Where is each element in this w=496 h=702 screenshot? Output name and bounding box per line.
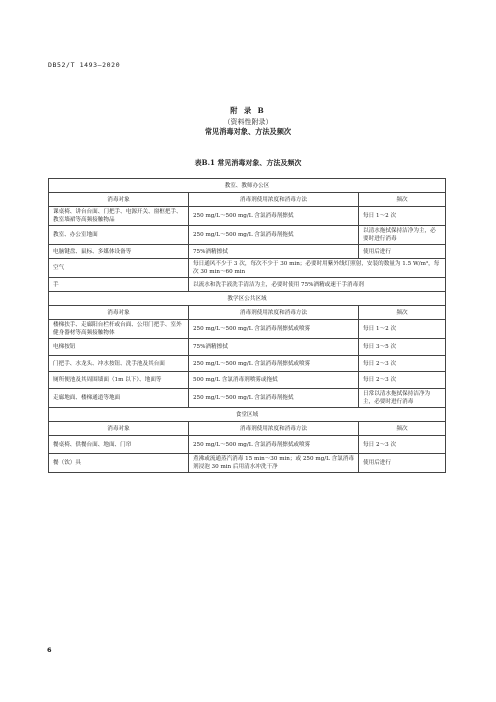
disinfection-object: 餐桌椅、供餐台面、地面、门帘 [49,436,189,454]
disinfection-frequency: 每日 1～2 次 [359,207,446,226]
table-row [49,372,446,389]
disinfection-method: 以流水和洗手液洗手清洁为主，必要时使用 75%酒精或速干手消毒剂 [189,278,446,292]
section-title-row [49,179,446,193]
table-row [49,356,446,372]
frequency-column-header: 频次 [359,422,446,436]
object-column-header: 消毒对象 [49,306,189,320]
column-header-row [49,306,446,320]
table-row [49,226,446,245]
disinfection-frequency: 以清水拖拭保持洁净为主，必要时进行消毒 [359,226,446,245]
disinfection-frequency: 日常以清水拖拭保持洁净为主，必要时进行消毒 [359,389,446,408]
disinfection-frequency: 每日 3～5 次 [359,339,446,356]
method-column-header: 消毒剂使用浓度和消毒方法 [189,306,359,320]
disinfection-object: 电梯按钮 [49,339,189,356]
table-row [49,278,446,292]
appendix-title: 附 录 B [230,106,266,115]
disinfection-frequency: 每日 2～3 次 [359,436,446,454]
table-caption: 表B.1 常见消毒对象、方法及频次 [194,158,302,167]
appendix-subject: 常见消毒对象、方法及频次 [204,127,292,136]
table-row [49,207,446,226]
disinfection-object: 厕所便池及其周围墙面（1m 以下）、地面等 [49,372,189,389]
section-title: 教学区公共区域 [49,292,446,306]
disinfection-method: 煮沸或流通蒸汽消毒 15 min～30 min；或 250 mg/L 含氯消毒剂浸泡 30 min 后用清水冲洗干净 [189,454,359,473]
method-column-header: 消毒剂使用浓度和消毒方法 [189,193,359,207]
column-header-row [49,193,446,207]
disinfection-method: 75%酒精擦拭 [189,245,359,259]
disinfection-object: 教室、办公室地面 [49,226,189,245]
page-number: 6 [47,646,52,654]
disinfection-object: 电脑键盘、鼠标、多媒体设备等 [49,245,189,259]
object-column-header: 消毒对象 [49,422,189,436]
frequency-column-header: 频次 [359,306,446,320]
disinfection-object: 楼梯扶手、走廊阳台栏杆或台面、公用门把手、室外健身器材等高频接触物体 [49,320,189,339]
disinfection-method: 250 mg/L～500 mg/L 含氯消毒剂擦拭或喷雾 [189,436,359,454]
disinfection-object: 课桌椅、讲台台面、门把手、电源开关、窗框把手、教室墙裙等高频接触物品 [49,207,189,226]
disinfection-frequency: 每日 1～2 次 [359,320,446,339]
disinfection-method: 250 mg/L～500 mg/L 含氯消毒剂擦拭或喷雾 [189,320,359,339]
disinfection-method: 250 mg/L～500 mg/L 含氯消毒剂擦拭或喷雾 [189,356,359,372]
disinfection-frequency: 每日 2～3 次 [359,356,446,372]
table-row [49,320,446,339]
table-row [49,436,446,454]
disinfection-object: 门把手、水龙头、冲水按钮、洗手池及其台面 [49,356,189,372]
section-title-row [49,408,446,422]
table-row [49,454,446,473]
section-title: 教室、教师办公区 [49,179,446,193]
section-title: 食堂区域 [49,408,446,422]
object-column-header: 消毒对象 [49,193,189,207]
appendix-heading [0,106,496,138]
table-row [49,259,446,278]
disinfection-object: 空气 [49,259,189,278]
section-title-row [49,292,446,306]
disinfection-object: 走廊地面、楼梯通道等地面 [49,389,189,408]
disinfection-object: 手 [49,278,189,292]
table-row [49,389,446,408]
disinfection-method: 250 mg/L～500 mg/L 含氯消毒剂拖拭 [189,226,359,245]
disinfection-frequency: 每日 2～3 次 [359,372,446,389]
document-code: DB52/T 1493—2020 [48,61,121,69]
disinfection-frequency: 使用后进行 [359,454,446,473]
disinfection-method: 75%酒精擦拭 [189,339,359,356]
disinfection-table [48,178,446,473]
disinfection-frequency: 使用后进行 [359,245,446,259]
appendix-type: （资料性附录） [223,117,273,126]
table-row [49,245,446,259]
frequency-column-header: 频次 [359,193,446,207]
disinfection-method: 每日通风不少于 3 次，每次不少于 30 min；必要时用紫外线灯照射，安装的数量为 1.5 W/m³，每次 30 min～60 min [189,259,446,278]
method-column-header: 消毒剂使用浓度和消毒方法 [189,422,359,436]
disinfection-method: 500 mg/L 含氯消毒剂喷雾或拖拭 [189,372,359,389]
disinfection-object: 餐（饮）具 [49,454,189,473]
disinfection-method: 250 mg/L～500 mg/L 含氯消毒剂拖拭 [189,389,359,408]
column-header-row [49,422,446,436]
table-row [49,339,446,356]
disinfection-method: 250 mg/L～500 mg/L 含氯消毒剂擦拭 [189,207,359,226]
